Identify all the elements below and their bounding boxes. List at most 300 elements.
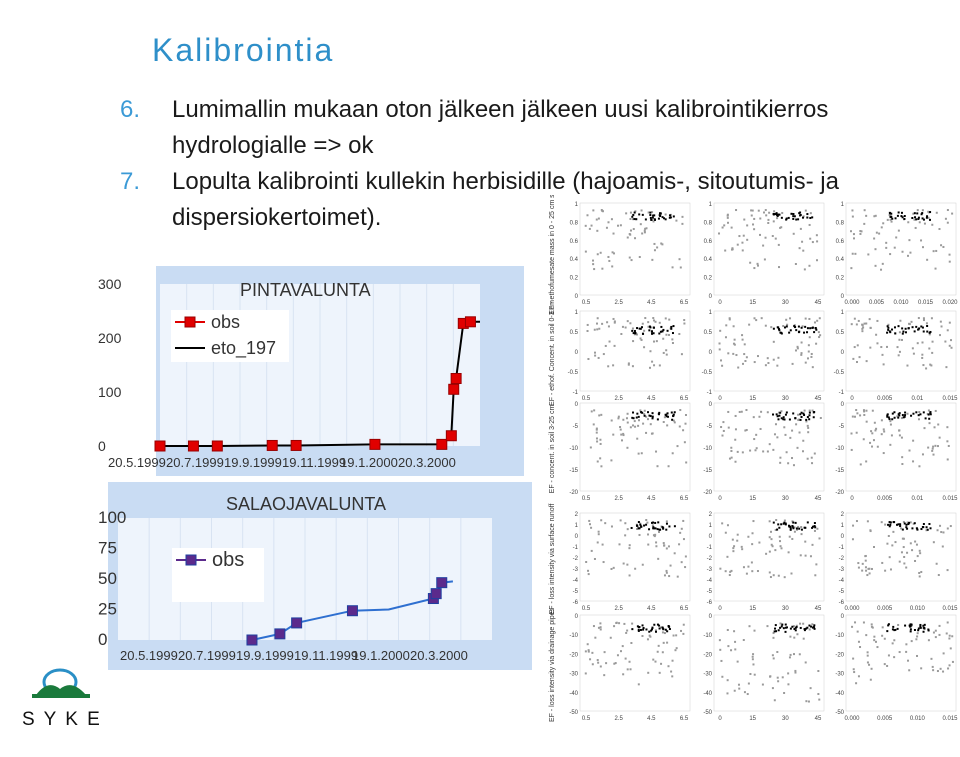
scatter-point bbox=[668, 545, 670, 547]
scatter-point bbox=[627, 413, 629, 415]
scatter-point bbox=[876, 232, 878, 234]
scatter-point bbox=[743, 219, 745, 221]
scatter-point bbox=[741, 242, 743, 244]
scatter-point bbox=[755, 449, 757, 451]
scatter-point bbox=[613, 318, 615, 320]
scatter-point bbox=[620, 434, 622, 436]
scatter-point bbox=[920, 571, 922, 573]
scatter-point bbox=[611, 218, 613, 220]
scatter-point bbox=[682, 429, 684, 431]
scatter-point-best bbox=[929, 219, 931, 221]
scatter-point-best bbox=[898, 325, 900, 327]
scatter-point bbox=[602, 544, 604, 546]
scatter-point bbox=[598, 218, 600, 220]
scatter-point-best bbox=[785, 522, 787, 524]
scatter-point bbox=[793, 637, 795, 639]
scatter-point-best bbox=[651, 219, 653, 221]
scatter-point bbox=[589, 523, 591, 525]
scatter-point bbox=[718, 232, 720, 234]
panel-y-tick: 0.8 bbox=[703, 220, 712, 227]
scatter-point bbox=[627, 668, 629, 670]
panel-x-tick: 30 bbox=[781, 300, 789, 306]
scatter-point bbox=[608, 325, 610, 327]
scatter-point bbox=[767, 450, 769, 452]
scatter-point-best bbox=[921, 212, 923, 214]
scatter-point bbox=[859, 646, 861, 648]
scatter-point bbox=[679, 409, 681, 411]
panel-x-tick: 4.5 bbox=[647, 300, 656, 306]
scatter-point bbox=[930, 658, 932, 660]
scatter-point bbox=[735, 461, 737, 463]
panel-x-tick: 4.5 bbox=[647, 496, 656, 502]
scatter-point bbox=[670, 565, 672, 567]
scatter-point bbox=[596, 437, 598, 439]
scatter-point bbox=[801, 533, 803, 535]
panel-y-tick: -10 bbox=[569, 446, 578, 452]
scatter-point bbox=[779, 457, 781, 459]
scatter-point bbox=[597, 541, 599, 543]
scatter-point-best bbox=[890, 521, 892, 523]
scatter-point bbox=[786, 324, 788, 326]
data-point bbox=[212, 441, 222, 451]
scatter-point bbox=[774, 433, 776, 435]
scatter-point bbox=[721, 435, 723, 437]
scatter-point-best bbox=[662, 329, 664, 331]
scatter-point-best bbox=[929, 211, 931, 213]
scatter-point bbox=[808, 265, 810, 267]
scatter-point bbox=[743, 235, 745, 237]
scatter-point bbox=[676, 647, 678, 649]
scatter-point bbox=[649, 367, 651, 369]
scatter-point bbox=[912, 347, 914, 349]
panel-y-tick: 2 bbox=[708, 512, 712, 518]
scatter-point bbox=[888, 654, 890, 656]
scatter-point-best bbox=[908, 327, 910, 329]
scatter-point bbox=[782, 676, 784, 678]
scatter-point-best bbox=[658, 218, 660, 220]
scatter-point bbox=[665, 349, 667, 351]
scatter-point-best bbox=[914, 522, 916, 524]
scatter-point-best bbox=[814, 525, 816, 527]
scatter-point bbox=[598, 414, 600, 416]
salaojavalunta-chart-svg bbox=[96, 482, 536, 672]
scatter-point bbox=[773, 220, 775, 222]
scatter-point bbox=[784, 576, 786, 578]
scatter-point bbox=[907, 255, 909, 257]
panel-x-tick: 45 bbox=[814, 300, 822, 306]
scatter-point-best bbox=[660, 331, 662, 333]
scatter-point bbox=[775, 238, 777, 240]
scatter-point-best bbox=[887, 413, 889, 415]
scatter-point-best bbox=[779, 412, 781, 414]
scatter-point bbox=[746, 356, 748, 358]
scatter-point bbox=[685, 414, 687, 416]
scatter-point bbox=[674, 421, 676, 423]
scatter-point bbox=[665, 317, 667, 319]
scatter-point bbox=[882, 222, 884, 224]
scatter-point bbox=[773, 574, 775, 576]
scatter-point bbox=[666, 572, 668, 574]
data-point bbox=[449, 384, 459, 394]
scatter-point bbox=[720, 660, 722, 662]
scatter-point-best bbox=[660, 212, 662, 214]
panel-x-tick: 30 bbox=[781, 396, 789, 402]
scatter-point bbox=[649, 635, 651, 637]
scatter-point bbox=[737, 534, 739, 536]
scatter-point bbox=[897, 624, 899, 626]
scatter-point bbox=[596, 440, 598, 442]
legend-label: eto_197 bbox=[211, 338, 277, 358]
scatter-point bbox=[912, 460, 914, 462]
scatter-point bbox=[791, 430, 793, 432]
panel-x-tick: 2.5 bbox=[614, 300, 623, 306]
panel-y-tick: -20 bbox=[703, 490, 712, 496]
scatter-point-best bbox=[634, 330, 636, 332]
scatter-point bbox=[809, 410, 811, 412]
scatter-point bbox=[807, 357, 809, 359]
scatter-point bbox=[620, 650, 622, 652]
scatter-point-best bbox=[661, 626, 663, 628]
scatter-point bbox=[867, 651, 869, 653]
scatter-point bbox=[803, 638, 805, 640]
scatter-point-best bbox=[783, 523, 785, 525]
scatter-point bbox=[620, 519, 622, 521]
scatter-point bbox=[766, 625, 768, 627]
scatter-point-best bbox=[801, 327, 803, 329]
scatter-point-best bbox=[893, 521, 895, 523]
scatter-point-best bbox=[647, 411, 649, 413]
scatter-point bbox=[818, 537, 820, 539]
panel-x-tick: 0.015 bbox=[942, 496, 958, 502]
scatter-point-best bbox=[667, 330, 669, 332]
scatter-point bbox=[594, 355, 596, 357]
scatter-point-best bbox=[804, 527, 806, 529]
scatter-point-best bbox=[902, 216, 904, 218]
panel-y-tick: 0 bbox=[840, 614, 844, 620]
scatter-point bbox=[628, 547, 630, 549]
scatter-point-best bbox=[894, 629, 896, 631]
scatter-point bbox=[901, 463, 903, 465]
scatter-point-best bbox=[914, 629, 916, 631]
scatter-point bbox=[903, 562, 905, 564]
slide-title: Kalibrointia bbox=[152, 32, 335, 68]
scatter-point-best bbox=[813, 416, 815, 418]
scatter-point bbox=[855, 409, 857, 411]
scatter-point bbox=[588, 649, 590, 651]
scatter-point bbox=[673, 635, 675, 637]
panel-y-label: EF - loss intensity via surface runoff bbox=[549, 503, 556, 615]
scatter-point bbox=[892, 531, 894, 533]
scatter-point-best bbox=[923, 523, 925, 525]
scatter-point-best bbox=[652, 526, 654, 528]
scatter-point bbox=[872, 627, 874, 629]
scatter-point bbox=[749, 673, 751, 675]
scatter-point bbox=[613, 625, 615, 627]
scatter-point bbox=[612, 364, 614, 366]
scatter-point bbox=[655, 541, 657, 543]
scatter-point-best bbox=[914, 330, 916, 332]
scatter-point-best bbox=[899, 412, 901, 414]
scatter-point bbox=[727, 411, 729, 413]
scatter-point bbox=[864, 555, 866, 557]
scatter-point bbox=[728, 427, 730, 429]
panel-y-tick: 0 bbox=[840, 534, 844, 540]
scatter-point bbox=[735, 209, 737, 211]
panel-x-tick: 2.5 bbox=[614, 606, 623, 612]
x-tick-label: 19.1.2000 bbox=[352, 648, 410, 663]
scatter-point bbox=[767, 357, 769, 359]
scatter-point-best bbox=[800, 627, 802, 629]
scatter-point bbox=[603, 674, 605, 676]
scatter-point bbox=[588, 573, 590, 575]
panel-y-tick: -0.5 bbox=[567, 370, 578, 376]
scatter-point-best bbox=[890, 213, 892, 215]
x-tick-label: 19.11.1999 bbox=[294, 648, 359, 663]
scatter-point bbox=[882, 263, 884, 265]
scatter-point bbox=[762, 450, 764, 452]
scatter-point-best bbox=[776, 413, 778, 415]
scatter-point-best bbox=[929, 332, 931, 334]
panel-y-tick: -2 bbox=[838, 556, 844, 562]
panel-y-tick: 0.5 bbox=[569, 330, 578, 336]
scatter-point bbox=[684, 566, 686, 568]
scatter-point-best bbox=[785, 624, 787, 626]
scatter-point-best bbox=[659, 529, 661, 531]
scatter-point bbox=[749, 262, 751, 264]
scatter-point bbox=[587, 643, 589, 645]
scatter-point bbox=[779, 540, 781, 542]
scatter-point bbox=[732, 539, 734, 541]
scatter-point bbox=[772, 449, 774, 451]
scatter-point bbox=[591, 410, 593, 412]
scatter-point bbox=[727, 629, 729, 631]
scatter-point bbox=[816, 240, 818, 242]
scatter-point-best bbox=[799, 413, 801, 415]
scatter-point-best bbox=[918, 217, 920, 219]
scatter-point bbox=[721, 676, 723, 678]
scatter-point bbox=[619, 426, 621, 428]
scatter-point bbox=[946, 632, 948, 634]
salaojavalunta-chart bbox=[96, 482, 536, 677]
panel-x-tick: 2.5 bbox=[614, 716, 623, 722]
scatter-point-best bbox=[808, 418, 810, 420]
scatter-point bbox=[665, 213, 667, 215]
scatter-point bbox=[755, 319, 757, 321]
panel-y-tick: -15 bbox=[703, 468, 712, 474]
scatter-point bbox=[917, 555, 919, 557]
panel-x-tick: 2.5 bbox=[614, 496, 623, 502]
scatter-point bbox=[643, 413, 645, 415]
scatter-point bbox=[945, 218, 947, 220]
scatter-point-best bbox=[910, 415, 912, 417]
scatter-point bbox=[791, 538, 793, 540]
scatter-point-best bbox=[792, 412, 794, 414]
panel-y-tick: 0.5 bbox=[835, 330, 844, 336]
scatter-point bbox=[593, 409, 595, 411]
scatter-point bbox=[916, 655, 918, 657]
panel-x-tick: 0.020 bbox=[942, 300, 958, 306]
scatter-point bbox=[735, 428, 737, 430]
scatter-point-best bbox=[654, 219, 656, 221]
y-tick-label: 200 bbox=[98, 330, 122, 346]
scatter-point bbox=[899, 434, 901, 436]
scatter-point-best bbox=[813, 331, 815, 333]
scatter-point bbox=[779, 536, 781, 538]
scatter-point-best bbox=[923, 627, 925, 629]
scatter-panel bbox=[846, 311, 956, 391]
panel-y-tick: 0 bbox=[574, 402, 578, 408]
scatter-point bbox=[660, 663, 662, 665]
scatter-point bbox=[641, 452, 643, 454]
scatter-point bbox=[878, 233, 880, 235]
scatter-point-best bbox=[793, 325, 795, 327]
scatter-point bbox=[783, 426, 785, 428]
scatter-point bbox=[863, 438, 865, 440]
scatter-point-best bbox=[649, 214, 651, 216]
scatter-point bbox=[596, 323, 598, 325]
scatter-point-best bbox=[927, 529, 929, 531]
scatter-point bbox=[723, 224, 725, 226]
scatter-point bbox=[762, 684, 764, 686]
scatter-point bbox=[889, 444, 891, 446]
panel-x-tick: 6.5 bbox=[679, 396, 689, 402]
scatter-point bbox=[884, 663, 886, 665]
scatter-point bbox=[738, 235, 740, 237]
scatter-point-best bbox=[920, 528, 922, 530]
scatter-point-best bbox=[659, 627, 661, 629]
scatter-point bbox=[905, 651, 907, 653]
scatter-point-best bbox=[904, 414, 906, 416]
scatter-point-best bbox=[800, 419, 802, 421]
scatter-point bbox=[873, 439, 875, 441]
scatter-point bbox=[652, 317, 654, 319]
scatter-point bbox=[901, 437, 903, 439]
scatter-point bbox=[753, 228, 755, 230]
scatter-point bbox=[622, 326, 624, 328]
scatter-point bbox=[646, 227, 648, 229]
scatter-point bbox=[921, 357, 923, 359]
scatter-point-best bbox=[798, 212, 800, 214]
scatter-point bbox=[734, 439, 736, 441]
legend-label: obs bbox=[211, 312, 241, 332]
scatter-point-best bbox=[902, 529, 904, 531]
panel-x-tick: 0.000 bbox=[844, 300, 860, 306]
panel-x-tick: 0 bbox=[718, 716, 722, 722]
scatter-point bbox=[788, 551, 790, 553]
scatter-point bbox=[938, 228, 940, 230]
scatter-point-best bbox=[919, 413, 921, 415]
scatter-point-best bbox=[653, 332, 655, 334]
scatter-point bbox=[656, 340, 658, 342]
scatter-point bbox=[727, 222, 729, 224]
scatter-point bbox=[615, 622, 617, 624]
scatter-point bbox=[870, 679, 872, 681]
scatter-point bbox=[800, 228, 802, 230]
scatter-point bbox=[677, 445, 679, 447]
scatter-point-best bbox=[650, 217, 652, 219]
scatter-point bbox=[682, 633, 684, 635]
scatter-point bbox=[601, 323, 603, 325]
scatter-point bbox=[726, 556, 728, 558]
scatter-point-best bbox=[815, 327, 817, 329]
scatter-point bbox=[776, 651, 778, 653]
scatter-point bbox=[769, 443, 771, 445]
panel-x-tick: 4.5 bbox=[647, 716, 656, 722]
scatter-point bbox=[663, 421, 665, 423]
scatter-point bbox=[770, 326, 772, 328]
scatter-point bbox=[599, 457, 601, 459]
scatter-point bbox=[719, 568, 721, 570]
scatter-point bbox=[873, 639, 875, 641]
scatter-point-best bbox=[808, 414, 810, 416]
scatter-point bbox=[773, 657, 775, 659]
scatter-point-best bbox=[659, 214, 661, 216]
scatter-point bbox=[765, 364, 767, 366]
scatter-point bbox=[590, 446, 592, 448]
scatter-point-best bbox=[814, 522, 816, 524]
scatter-point bbox=[632, 327, 634, 329]
scatter-point bbox=[747, 566, 749, 568]
scatter-point-best bbox=[792, 522, 794, 524]
scatter-point bbox=[949, 635, 951, 637]
scatter-point bbox=[653, 341, 655, 343]
panel-y-tick: -5 bbox=[838, 589, 844, 595]
scatter-point bbox=[677, 576, 679, 578]
scatter-point bbox=[818, 699, 820, 701]
scatter-point bbox=[592, 260, 594, 262]
scatter-point bbox=[611, 265, 613, 267]
scatter-point bbox=[814, 530, 816, 532]
scatter-point bbox=[818, 331, 820, 333]
scatter-point bbox=[854, 621, 856, 623]
scatter-point bbox=[722, 421, 724, 423]
scatter-point bbox=[779, 462, 781, 464]
scatter-point-best bbox=[639, 524, 641, 526]
scatter-point bbox=[598, 531, 600, 533]
scatter-point-best bbox=[910, 630, 912, 632]
scatter-point-best bbox=[773, 213, 775, 215]
panel-x-tick: 4.5 bbox=[647, 606, 656, 612]
scatter-point bbox=[662, 651, 664, 653]
scatter-point bbox=[914, 541, 916, 543]
scatter-point bbox=[757, 355, 759, 357]
scatter-point bbox=[758, 416, 760, 418]
panel-y-tick: 1 bbox=[708, 202, 712, 208]
scatter-point bbox=[865, 215, 867, 217]
y-tick-label: 100 bbox=[98, 508, 127, 527]
y-tick-label: 100 bbox=[98, 384, 122, 400]
scatter-point bbox=[727, 217, 729, 219]
scatter-point bbox=[937, 670, 939, 672]
scatter-point-best bbox=[636, 327, 638, 329]
scatter-point bbox=[919, 552, 921, 554]
scatter-point bbox=[752, 223, 754, 225]
scatter-point bbox=[810, 356, 812, 358]
scatter-point bbox=[741, 546, 743, 548]
scatter-point bbox=[647, 672, 649, 674]
scatter-point-best bbox=[887, 325, 889, 327]
scatter-point-best bbox=[790, 628, 792, 630]
scatter-point bbox=[947, 209, 949, 211]
scatter-point-best bbox=[657, 418, 659, 420]
x-tick-label: 19.11.1999 bbox=[282, 455, 347, 470]
scatter-point bbox=[899, 561, 901, 563]
scatter-point bbox=[936, 212, 938, 214]
panel-x-tick: 30 bbox=[781, 496, 789, 502]
scatter-point bbox=[946, 426, 948, 428]
scatter-point bbox=[767, 222, 769, 224]
scatter-point-best bbox=[776, 529, 778, 531]
